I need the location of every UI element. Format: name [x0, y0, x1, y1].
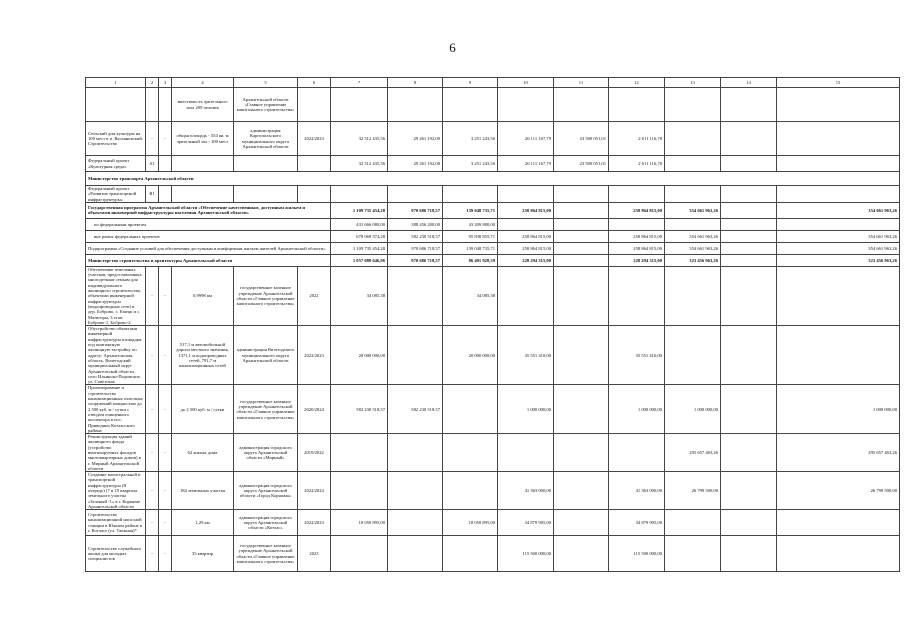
cell — [331, 536, 388, 572]
cell — [665, 186, 721, 203]
cell — [554, 385, 609, 434]
cell: Сельский дом культуры на 100 мест в п. Васьяновский. Строительство — [86, 122, 146, 156]
cell: 23 500 051,01 — [554, 156, 609, 172]
cell: 20 000 000,00 — [331, 326, 388, 385]
cell — [298, 88, 331, 122]
cell: 1 057 088 646,96 — [331, 254, 388, 266]
column-header: 8 — [388, 78, 443, 88]
cell — [554, 434, 609, 472]
cell: 2 611 116,78 — [609, 122, 665, 156]
cell: 582 230 518,57 — [388, 385, 443, 434]
cell: 35 квартир — [172, 536, 234, 572]
cell: 2022/2023 — [298, 122, 331, 156]
ministry-total-row — [86, 254, 900, 266]
table-row — [86, 266, 900, 325]
cell: 23 500 051,01 — [554, 122, 609, 156]
cell — [331, 434, 388, 472]
cell — [721, 88, 777, 122]
cell: 2022/2023 — [298, 326, 331, 385]
cell — [388, 472, 443, 510]
cell: 41 363 000,00 — [609, 472, 665, 510]
cell — [665, 536, 721, 572]
cell — [554, 88, 609, 122]
cell — [498, 266, 554, 325]
cell: 258 864 815,00 — [609, 242, 665, 254]
cell — [609, 186, 665, 203]
cell — [777, 510, 900, 536]
cell: 34 085,38 — [443, 266, 498, 325]
table-row — [86, 230, 900, 242]
cell: 258 864 815,00 — [609, 230, 665, 242]
cell: 139 048 735,71 — [443, 242, 498, 254]
cell — [665, 266, 721, 325]
cell: 62 жилых дома — [172, 434, 234, 472]
cell: 2020/2024 — [298, 385, 331, 434]
cell: R1 — [146, 186, 159, 203]
column-header: 2 — [146, 78, 159, 88]
column-header: 11 — [554, 78, 609, 88]
cell: 34 085,38 — [331, 266, 388, 325]
cell — [498, 88, 554, 122]
cell: 1,29 км — [172, 510, 234, 536]
cell: - — [146, 122, 159, 156]
cell: 26 111 167,79 — [498, 122, 554, 156]
cell: администрация Каргопольского муниципального округа Архангельской области — [234, 122, 298, 156]
cell — [159, 88, 172, 122]
cell: до 2 500 куб. м / сутки — [172, 385, 234, 434]
cell: государственное казенное учреждение Архангельской области «Главное управление капитального строительства» — [234, 385, 298, 434]
column-header: 3 — [159, 78, 172, 88]
cell: 388 456 200,00 — [388, 218, 443, 230]
page-number: 6 — [449, 40, 456, 55]
cell: - — [159, 536, 172, 572]
cell: - — [159, 510, 172, 536]
column-header: 13 — [665, 78, 721, 88]
table-row — [86, 472, 900, 510]
cell: 582 230 518,57 — [388, 230, 443, 242]
column-header: 4 — [172, 78, 234, 88]
cell: - — [159, 122, 172, 156]
cell — [172, 186, 234, 203]
budget-table — [85, 77, 900, 572]
cell: 323 456 963,26 — [777, 254, 900, 266]
cell: государственное казенное учреждение Архангельской области «Главное управление капитального строительства» — [234, 536, 298, 572]
cell: 2022 — [298, 266, 331, 325]
cell: 43 209 880,00 — [443, 218, 498, 230]
cell — [777, 536, 900, 572]
cell — [554, 230, 609, 242]
table-row — [86, 88, 900, 122]
cell — [298, 156, 331, 172]
cell: Строительство служебного жилья для молодых специалистов — [86, 536, 146, 572]
cell — [443, 536, 498, 572]
cell: 95 838 855,71 — [443, 230, 498, 242]
cell — [443, 186, 498, 203]
cell: 29 261 192,00 — [388, 122, 443, 156]
cell — [665, 510, 721, 536]
table-row — [86, 218, 900, 230]
cell — [498, 218, 554, 230]
cell: - — [159, 385, 172, 434]
table-row — [86, 242, 900, 254]
cell: Федеральный проект «Культурная среда» — [86, 156, 146, 172]
cell: - — [146, 266, 159, 325]
cell — [443, 434, 498, 472]
cell — [554, 510, 609, 536]
cell: 41 363 000,00 — [498, 472, 554, 510]
cell — [721, 122, 777, 156]
column-header: 5 — [234, 78, 298, 88]
cell — [388, 186, 443, 203]
cell — [388, 88, 443, 122]
cell: 1 109 735 454,28 — [331, 202, 388, 218]
cell: 26 799 500,00 — [777, 472, 900, 510]
cell — [609, 218, 665, 230]
cell: 26 111 167,79 — [498, 156, 554, 172]
cell — [443, 472, 498, 510]
cell — [331, 88, 388, 122]
cell: Федеральный проект «Развитие транспортной инфраструктуры» — [86, 186, 146, 203]
cell — [331, 472, 388, 510]
cell — [554, 254, 609, 266]
cell: - — [159, 326, 172, 385]
cell: 26 799 500,00 — [665, 472, 721, 510]
table-row — [86, 434, 900, 472]
cell — [443, 385, 498, 434]
cell — [721, 254, 777, 266]
cell: 2022/2024 — [298, 472, 331, 510]
cell — [298, 186, 331, 203]
cell: 2 611 116,78 — [609, 156, 665, 172]
cell: 228 294 315,00 — [609, 254, 665, 266]
cell: 295 657 463,26 — [777, 434, 900, 472]
cell: 32 512 435,56 — [331, 156, 388, 172]
cell: 354 661 963,26 — [665, 242, 721, 254]
cell — [665, 326, 721, 385]
cell — [498, 186, 554, 203]
column-header-row — [86, 78, 900, 88]
cell — [721, 434, 777, 472]
cell — [234, 156, 298, 172]
cell: 115 500 000,00 — [609, 536, 665, 572]
cell — [554, 242, 609, 254]
cell: 517,1 м автомобильной дороги местного значения, 1371,1 м водопроводных сетей, 791,7 м канализационных сетей — [172, 326, 234, 385]
cell — [159, 186, 172, 203]
cell: Реконструкция зданий жилищного фонда (устройство вентилируемых фасадов многоквартирных домов) в г. Мирный Архангельской области — [86, 434, 146, 472]
cell: 20 000 000,00 — [443, 326, 498, 385]
cell: 34 879 905,00 — [498, 510, 554, 536]
cell: 354 661 963,26 — [665, 230, 721, 242]
column-header: 12 — [609, 78, 665, 88]
cell — [234, 186, 298, 203]
column-header: 9 — [443, 78, 498, 88]
table-row — [86, 122, 900, 156]
cell: 0,9998 км — [172, 266, 234, 325]
section-row — [86, 172, 900, 186]
cell — [554, 326, 609, 385]
cell — [388, 536, 443, 572]
cell — [331, 186, 388, 203]
cell: 970 686 718,57 — [388, 242, 443, 254]
column-header: 10 — [498, 78, 554, 88]
cell — [388, 326, 443, 385]
cell — [777, 218, 900, 230]
table-row — [86, 186, 900, 203]
cell: администрация Вилегодского муниципального округа Архангельской области — [234, 326, 298, 385]
cell — [146, 88, 159, 122]
cell: - — [159, 434, 172, 472]
cell: 29 261 192,00 — [388, 156, 443, 172]
cell: 258 864 815,00 — [498, 242, 554, 254]
cell: 258 864 815,00 — [609, 202, 665, 218]
row-label: Министерство строительства и архитектуры Архангельской области — [86, 254, 331, 266]
cell: - — [146, 536, 159, 572]
cell — [777, 156, 900, 172]
cell: 354 661 963,26 — [777, 242, 900, 254]
cell: 970 686 718,57 — [388, 202, 443, 218]
cell: - — [159, 266, 172, 325]
cell: - — [146, 472, 159, 510]
cell: администрация городского округа Архангельской области «Котлас» — [234, 510, 298, 536]
cell: Обеспечение земельных участков, предоставленных многодетным семьям для индивидуального жилищного строительства, объектами инженерной инфраструктуры (водопроводные сети) в дер. Боброво, с. Емецк и с. Матигоры, 3 этап: Боброво-1, Боброво-2 — [86, 266, 146, 325]
column-header: 6 — [298, 78, 331, 88]
cell: Обустройство объектами инженерной инфраструктуры площадки под компактную жилищную застройку по адресу: Архангельская область, Вилегодский муниципальный округ Архангельской области, село Ильинско-Подомское, ул. Советская — [86, 326, 146, 385]
cell: 1 109 735 454,28 — [331, 242, 388, 254]
cell — [721, 218, 777, 230]
cell: администрация городского округа Архангельской области «Мирный» — [234, 434, 298, 472]
cell: 1 000 000,00 — [609, 385, 665, 434]
cell: 2019/2022 — [298, 434, 331, 472]
cell: 3 251 243,56 — [443, 156, 498, 172]
cell: Создание магистральной и транспортной инфраструктуры (II очередь) (7 и 19 квартала земельного участка «Зеленый -1» в г. Коряжме Архангельской области — [86, 472, 146, 510]
cell: 228 294 315,00 — [498, 254, 554, 266]
cell — [777, 326, 900, 385]
cell: 431 666 080,00 — [331, 218, 388, 230]
cell: 582 230 518,57 — [331, 385, 388, 434]
cell: 1 000 000,00 — [777, 385, 900, 434]
cell — [777, 88, 900, 122]
row-label: Подпрограмма «Создание условий для обеспечения доступным и комфортным жильем жителей Архангельской области» — [86, 242, 331, 254]
table-row — [86, 536, 900, 572]
cell: 32 512 435,56 — [331, 122, 388, 156]
column-header: 14 — [721, 78, 777, 88]
cell: 18 050 895,00 — [443, 510, 498, 536]
cell: вместимость зрительного зала 209 человек — [172, 88, 234, 122]
cell: - — [146, 434, 159, 472]
cell: 18 050 895,00 — [331, 510, 388, 536]
cell — [721, 202, 777, 218]
cell — [388, 510, 443, 536]
cell — [721, 230, 777, 242]
cell — [388, 266, 443, 325]
cell — [554, 266, 609, 325]
cell: 1 000 000,00 — [665, 385, 721, 434]
cell: 678 069 374,28 — [331, 230, 388, 242]
cell: 323 456 963,26 — [665, 254, 721, 266]
cell — [665, 218, 721, 230]
cell — [665, 156, 721, 172]
cell: - — [146, 385, 159, 434]
cell — [721, 156, 777, 172]
cell: 3 251 243,56 — [443, 122, 498, 156]
cell: 258 864 815,00 — [498, 202, 554, 218]
cell: 115 500 000,00 — [498, 536, 554, 572]
column-header: 15 — [777, 78, 900, 88]
cell: 258 864 815,00 — [498, 230, 554, 242]
cell: 35 551 410,00 — [609, 326, 665, 385]
cell — [665, 88, 721, 122]
program-title: Государственная программа Архангельской области «Обеспечение качественным, доступным жильем и объектами инженерной инфраструктуры населения Архангельской области» — [86, 202, 331, 218]
cell — [86, 88, 146, 122]
cell — [721, 385, 777, 434]
row-label: по федеральным проектам — [86, 218, 331, 230]
column-header: 1 — [86, 78, 146, 88]
cell — [172, 156, 234, 172]
table-row — [86, 510, 900, 536]
cell: 34 879 905,00 — [609, 510, 665, 536]
cell: государственное казенное учреждение Архангельской области «Главное управление капитального строительства» — [234, 266, 298, 325]
table-row — [86, 385, 900, 434]
cell — [554, 186, 609, 203]
cell: - — [146, 326, 159, 385]
cell — [388, 434, 443, 472]
cell: 35 551 410,00 — [498, 326, 554, 385]
cell — [443, 88, 498, 122]
cell — [721, 472, 777, 510]
table-row — [86, 326, 900, 385]
cell: общая площадь - 554 кв. м зрительный зал - 100 мест — [172, 122, 234, 156]
cell — [554, 218, 609, 230]
table-row — [86, 156, 900, 172]
cell: - — [146, 510, 159, 536]
section-title: Министерство транспорта Архангельской области — [86, 172, 900, 186]
cell: 1 000 000,00 — [498, 385, 554, 434]
column-header: 7 — [331, 78, 388, 88]
cell: - — [159, 472, 172, 510]
cell — [609, 266, 665, 325]
cell — [721, 326, 777, 385]
cell: 970 686 718,57 — [388, 254, 443, 266]
cell — [498, 434, 554, 472]
cell — [554, 472, 609, 510]
cell: Строительство канализационной насосной станции в Южном районе в г. Котласе (ул. Таежная)* — [86, 510, 146, 536]
cell — [554, 202, 609, 218]
cell: Проектирование и строительство канализационных очистных сооружений мощностью до 2 500 куб. м / сутки с отводом очищенного коллектора в пос. Приводино Котласского района — [86, 385, 146, 434]
cell — [721, 242, 777, 254]
cell — [609, 434, 665, 472]
cell: 2023 — [298, 536, 331, 572]
cell — [721, 510, 777, 536]
cell — [777, 186, 900, 203]
cell — [777, 266, 900, 325]
cell: 86 401 928,39 — [443, 254, 498, 266]
cell: 184 земельных участка — [172, 472, 234, 510]
cell — [554, 536, 609, 572]
cell — [609, 88, 665, 122]
cell — [159, 156, 172, 172]
cell: 354 661 963,26 — [777, 202, 900, 218]
cell: 139 048 735,71 — [443, 202, 498, 218]
cell: администрация городского округа Архангельской области «Город Коряжма» — [234, 472, 298, 510]
cell — [777, 122, 900, 156]
program-total-row — [86, 202, 900, 218]
cell: А1 — [146, 156, 159, 172]
cell — [721, 536, 777, 572]
cell: Архангельской области «Главное управление капитального строительства» — [234, 88, 298, 122]
cell: 2022/2023 — [298, 510, 331, 536]
cell — [721, 186, 777, 203]
cell — [721, 266, 777, 325]
row-label: вне рамок федеральных проектов — [86, 230, 331, 242]
cell: 295 657 463,26 — [665, 434, 721, 472]
cell: 354 661 963,26 — [777, 230, 900, 242]
cell: 354 661 963,26 — [665, 202, 721, 218]
cell — [665, 122, 721, 156]
